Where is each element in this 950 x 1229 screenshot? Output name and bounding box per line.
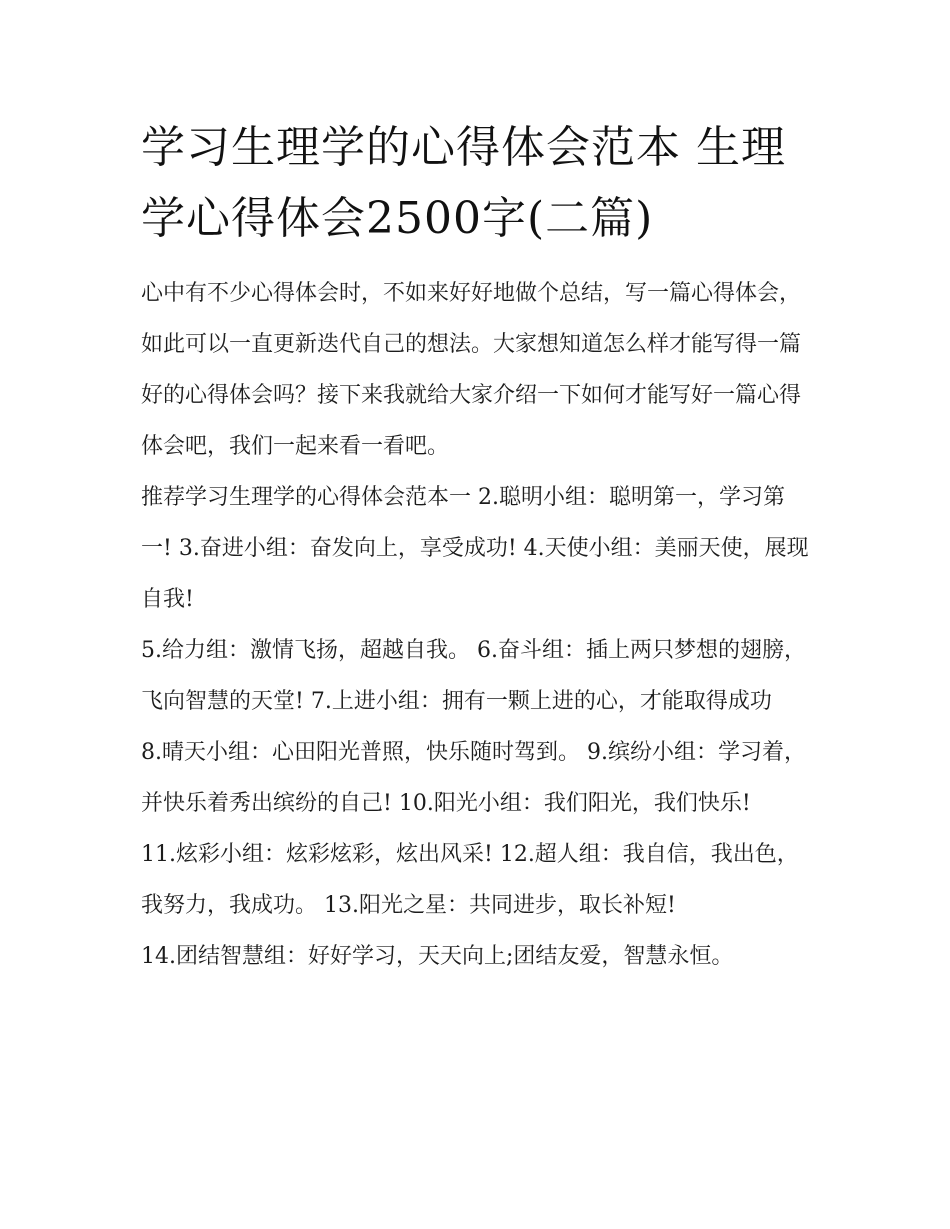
group-paragraph-1: 推荐学习生理学的心得体会范本一 2.聪明小组：聪明第一，学习第一! 3.奋进小组：奋发向上，享受成功! 4.天使小组：美丽天使，展现自我! (141, 485, 809, 612)
document-title: 学习生理学的心得体会范本 生理学心得体会2500字(二篇) (141, 122, 786, 244)
intro-paragraph: 心中有不少心得体会时，不如来好好地做个总结，写一篇心得体会，如此可以一直更新迭代自己的想法。大家想知道怎么样才能写得一篇好的心得体会吗？接下来我就给大家介绍一下如何才能写好一篇心得体会吧，我们一起来看一看吧。 (141, 281, 802, 459)
document-body (141, 112, 813, 982)
group-paragraph-3: 8.晴天小组：心田阳光普照，快乐随时驾到。 9.缤纷小组：学习着，并快乐着秀出缤纷的自己! 10.阳光小组：我们阳光，我们快乐! (141, 740, 806, 816)
group-paragraph-2: 5.给力组：激情飞扬，超越自我。 6.奋斗组：插上两只梦想的翅膀，飞向智慧的天堂! 7.上进小组：拥有一颗上进的心，才能取得成功 (141, 638, 806, 714)
group-paragraph-4: 11.炫彩小组：炫彩炫彩，炫出风采! 12.超人组：我自信，我出色，我努力，我成功。 13.阳光之星：共同进步，取长补短! (141, 842, 799, 918)
group-paragraph-5: 14.团结智慧组：好好学习，天天向上;团结友爱，智慧永恒。 (141, 944, 734, 969)
